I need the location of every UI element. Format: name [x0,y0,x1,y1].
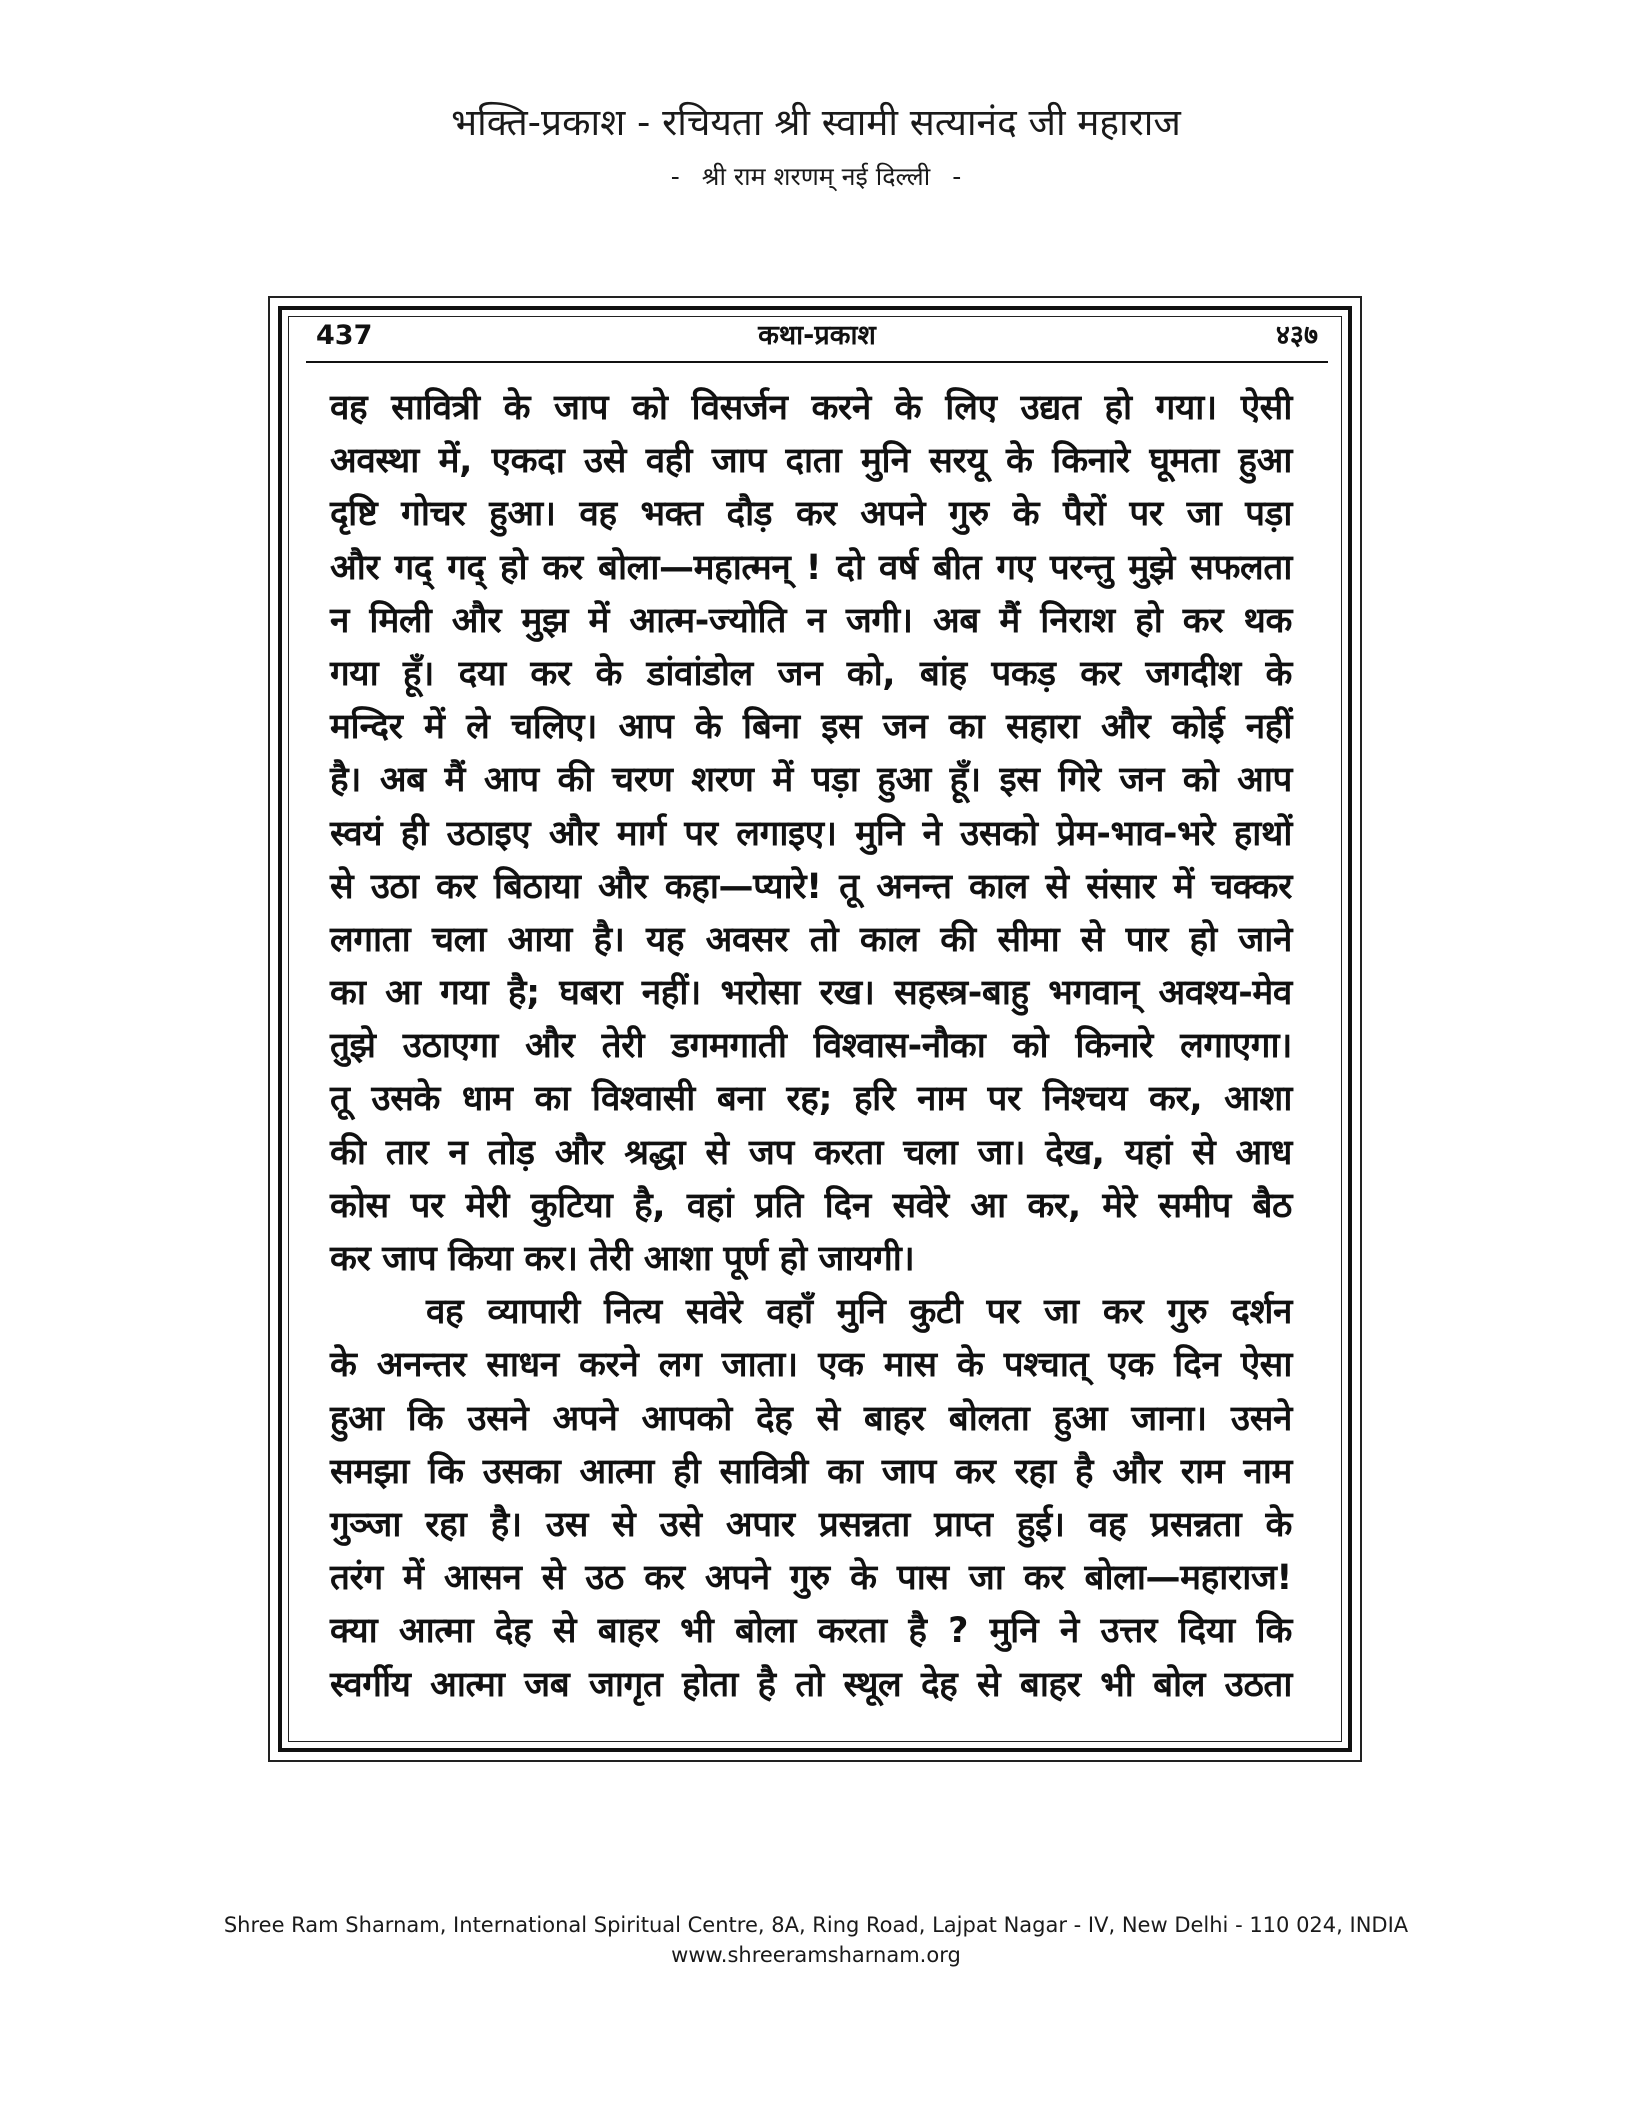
page-number-latin: 437 [316,320,373,351]
text-line: समझा कि उसका आत्मा ही सावित्री का जाप कर रहा है और राम नाम [330,1451,1292,1492]
text-line: के अनन्तर साधन करने लग जाता। एक मास के पश्चात् एक दिन ऐसा [330,1345,1292,1386]
text-line: अवस्था में, एकदा उसे वही जाप दाता मुनि सरयू के किनारे घूमता हुआ [330,441,1292,482]
text-line: दृष्टि गोचर हुआ। वह भक्त दौड़ कर अपने गुरु के पैरों पर जा पड़ा [330,494,1292,535]
document-subtitle [0,160,1632,194]
text-line: वह सावित्री के जाप को विसर्जन करने के लिए उद्यत हो गया। ऐसी [330,388,1292,428]
paragraph-end-line: कर जाप किया कर। तेरी आशा पूर्ण हो जायगी। [330,1239,915,1279]
text-line: तरंग में आसन से उठ कर अपने गुरु के पास जा कर बोला—महाराज! [330,1558,1292,1599]
page-heading [310,316,1324,356]
text-line: क्या आत्मा देह से बाहर भी बोला करता है ? मुनि ने उत्तर दिया कि [330,1611,1292,1652]
text-line: तुझे उठाएगा और तेरी डगमगाती विश्वास-नौका को किनारे लगाएगा। [330,1026,1292,1067]
text-line: न मिली और मुझ में आत्म-ज्योति न जगी। अब मैं निराश हो कर थक [330,600,1292,641]
text-line: गुञ्जा रहा है। उस से उसे अपार प्रसन्नता प्राप्त हुई। वह प्रसन्नता के [330,1504,1292,1545]
text-line: स्वयं ही उठाइए और मार्ग पर लगाइए। मुनि ने उसको प्रेम-भाव-भरे हाथों [330,813,1292,854]
text-line: की तार न तोड़ और श्रद्धा से जप करता चला जा। देख, यहां से आध [330,1132,1292,1173]
text-line: मन्दिर में ले चलिए। आप के बिना इस जन का सहारा और कोई नहीं [330,707,1292,748]
heading-divider [306,361,1328,363]
body-text [330,382,1292,1712]
text-line: लगाता चला आया है। यह अवसर तो काल की सीमा से पार हो जाने [330,919,1292,960]
text-line: तू उसके धाम का विश्वासी बना रह; हरि नाम पर निश्चय कर, आशा [330,1079,1292,1120]
subtitle-dash-right: - [952,162,962,191]
footer-address: Shree Ram Sharnam, International Spiritual Centre, 8A, Ring Road, Lajpat Nagar - IV, New Delhi - 110 024, INDIA [223,1913,1409,1937]
text-line: स्वर्गीय आत्मा जब जागृत होता है तो स्थूल देह से बाहर भी बोल उठता [330,1664,1292,1705]
subtitle-dash-left: - [670,162,680,191]
page-number-devanagari: ४३७ [1275,320,1318,351]
section-title: कथा-प्रकाश [758,320,876,351]
text-line: से उठा कर बिठाया और कहा—प्यारे! तू अनन्त काल से संसार में चक्कर [330,866,1292,907]
paragraph-start-line: वह व्यापारी नित्य सवेरे वहाँ मुनि कुटी पर जा कर गुरु दर्शन [426,1292,1292,1333]
document-title: भक्ति-प्रकाश - रचियता श्री स्वामी सत्यानंद जी महाराज [451,101,1181,144]
subtitle-text: श्री राम शरणम् नई दिल्ली [701,162,931,191]
text-line: का आ गया है; घबरा नहीं। भरोसा रख। सहस्त्र-बाहु भगवान् अवश्य-मेव [330,973,1292,1014]
text-line: है। अब मैं आप की चरण शरण में पड़ा हुआ हूँ। इस गिरे जन को आप [330,760,1292,801]
text-line: कोस पर मेरी कुटिया है, वहां प्रति दिन सवेरे आ कर, मेरे समीप बैठ [330,1185,1292,1226]
footer-website-link[interactable]: www.shreeramsharnam.org [671,1943,961,1967]
text-line: हुआ कि उसने अपने आपको देह से बाहर बोलता हुआ जाना। उसने [330,1398,1292,1439]
text-line: गया हूँ। दया कर के डांवांडोल जन को, बांह पकड़ कर जगदीश के [330,653,1292,694]
text-line: और गद् गद् हो कर बोला—महात्मन् ! दो वर्ष बीत गए परन्तु मुझे सफलता [330,547,1292,588]
